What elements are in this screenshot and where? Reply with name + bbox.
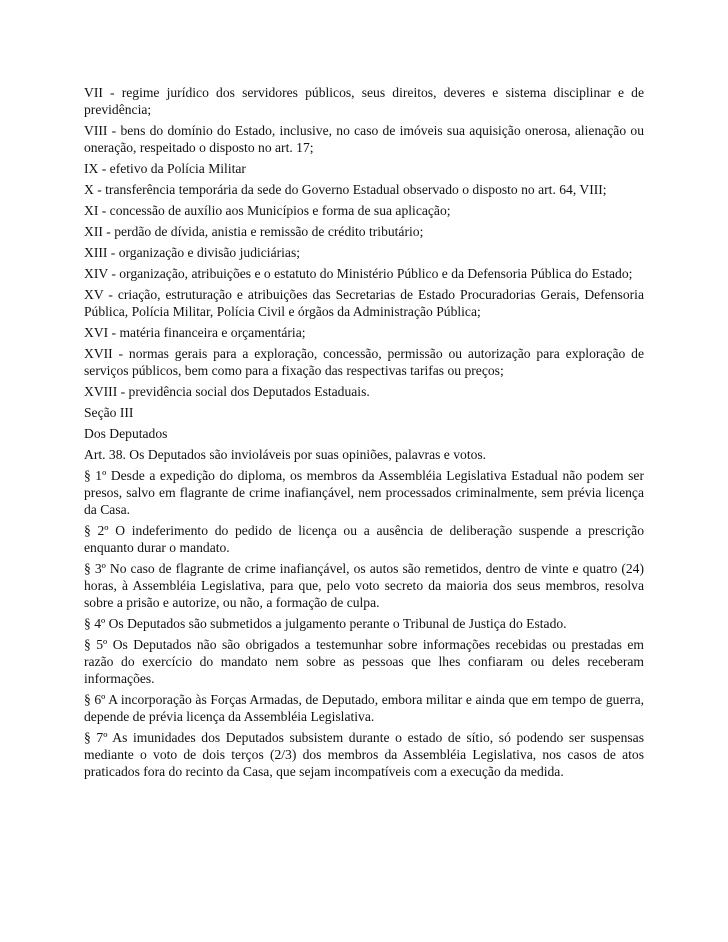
paragraph-inciso-ix: IX - efetivo da Polícia Militar	[84, 161, 246, 176]
section-title: Dos Deputados	[84, 426, 168, 441]
paragraph-section-4: § 4º Os Deputados são submetidos a julgamento perante o Tribunal de Justiça do Estado.	[84, 616, 567, 631]
paragraph-inciso-xvii: XVII - normas gerais para a exploração, concessão, permissão ou autorização para exploração de serviços públicos, bem como para a fixação das respectivas tarifas ou preços;	[84, 346, 644, 378]
paragraph-section-5: § 5º Os Deputados não são obrigados a testemunhar sobre informações recebidas ou prestadas em razão do exercício do mandato nem sobre as pessoas que lhes confiaram ou deles receberam informações.	[84, 637, 644, 686]
paragraph-section-1: § 1º Desde a expedição do diploma, os membros da Assembléia Legislativa Estadual não podem ser presos, salvo em flagrante de crime inafiançável, nem processados criminalmente, sem prévia licença da Casa.	[84, 468, 644, 517]
paragraph-inciso-xii: XII - perdão de dívida, anistia e remissão de crédito tributário;	[84, 224, 424, 239]
article-38: Art. 38. Os Deputados são invioláveis por suas opiniões, palavras e votos.	[84, 447, 487, 462]
paragraph-section-6: § 6º A incorporação às Forças Armadas, de Deputado, embora militar e ainda que em tempo de guerra, depende de prévia licença da Assembléia Legislativa.	[84, 692, 644, 724]
paragraph-inciso-xviii: XVIII - previdência social dos Deputados Estaduais.	[84, 384, 370, 399]
paragraph-inciso-xvi: XVI - matéria financeira e orçamentária;	[84, 325, 306, 340]
paragraph-inciso-viii: VIII - bens do domínio do Estado, inclusive, no caso de imóveis sua aquisição onerosa, alienação ou oneração, respeitado o disposto no art. 17;	[84, 123, 644, 155]
paragraph-inciso-xi: XI - concessão de auxílio aos Municípios e forma de sua aplicação;	[84, 203, 451, 218]
section-heading: Seção III	[84, 405, 134, 420]
paragraph-inciso-xv: XV - criação, estruturação e atribuições das Secretarias de Estado Procuradorias Gerais, Defensoria Pública, Polícia Militar, Polícia Civil e órgãos da Administração Pública;	[84, 287, 644, 319]
paragraph-inciso-vii: VII - regime jurídico dos servidores públicos, seus direitos, deveres e sistema disciplinar e de previdência;	[84, 85, 644, 117]
document-page	[84, 84, 644, 784]
paragraph-inciso-xiii: XIII - organização e divisão judiciárias;	[84, 245, 301, 260]
paragraph-inciso-xiv: XIV - organização, atribuições e o estatuto do Ministério Público e da Defensoria Pública do Estado;	[84, 266, 633, 281]
paragraph-section-3: § 3º No caso de flagrante de crime inafiançável, os autos são remetidos, dentro de vinte e quatro (24) horas, à Assembléia Legislativa, para que, pelo voto secreto da maioria dos seus membros, resolva sobre a prisão e autorize, ou não, a formação de culpa.	[84, 561, 644, 610]
paragraph-section-7: § 7º As imunidades dos Deputados subsistem durante o estado de sítio, só podendo ser suspensas mediante o voto de dois terços (2/3) dos membros da Assembléia Legislativa, nos casos de atos praticados fora do recinto da Casa, que sejam incompatíveis com a execução da medida.	[84, 730, 644, 779]
paragraph-inciso-x: X - transferência temporária da sede do Governo Estadual observado o disposto no art. 64, VIII;	[84, 182, 607, 197]
paragraph-section-2: § 2º O indeferimento do pedido de licença ou a ausência de deliberação suspende a prescrição enquanto durar o mandato.	[84, 523, 644, 555]
